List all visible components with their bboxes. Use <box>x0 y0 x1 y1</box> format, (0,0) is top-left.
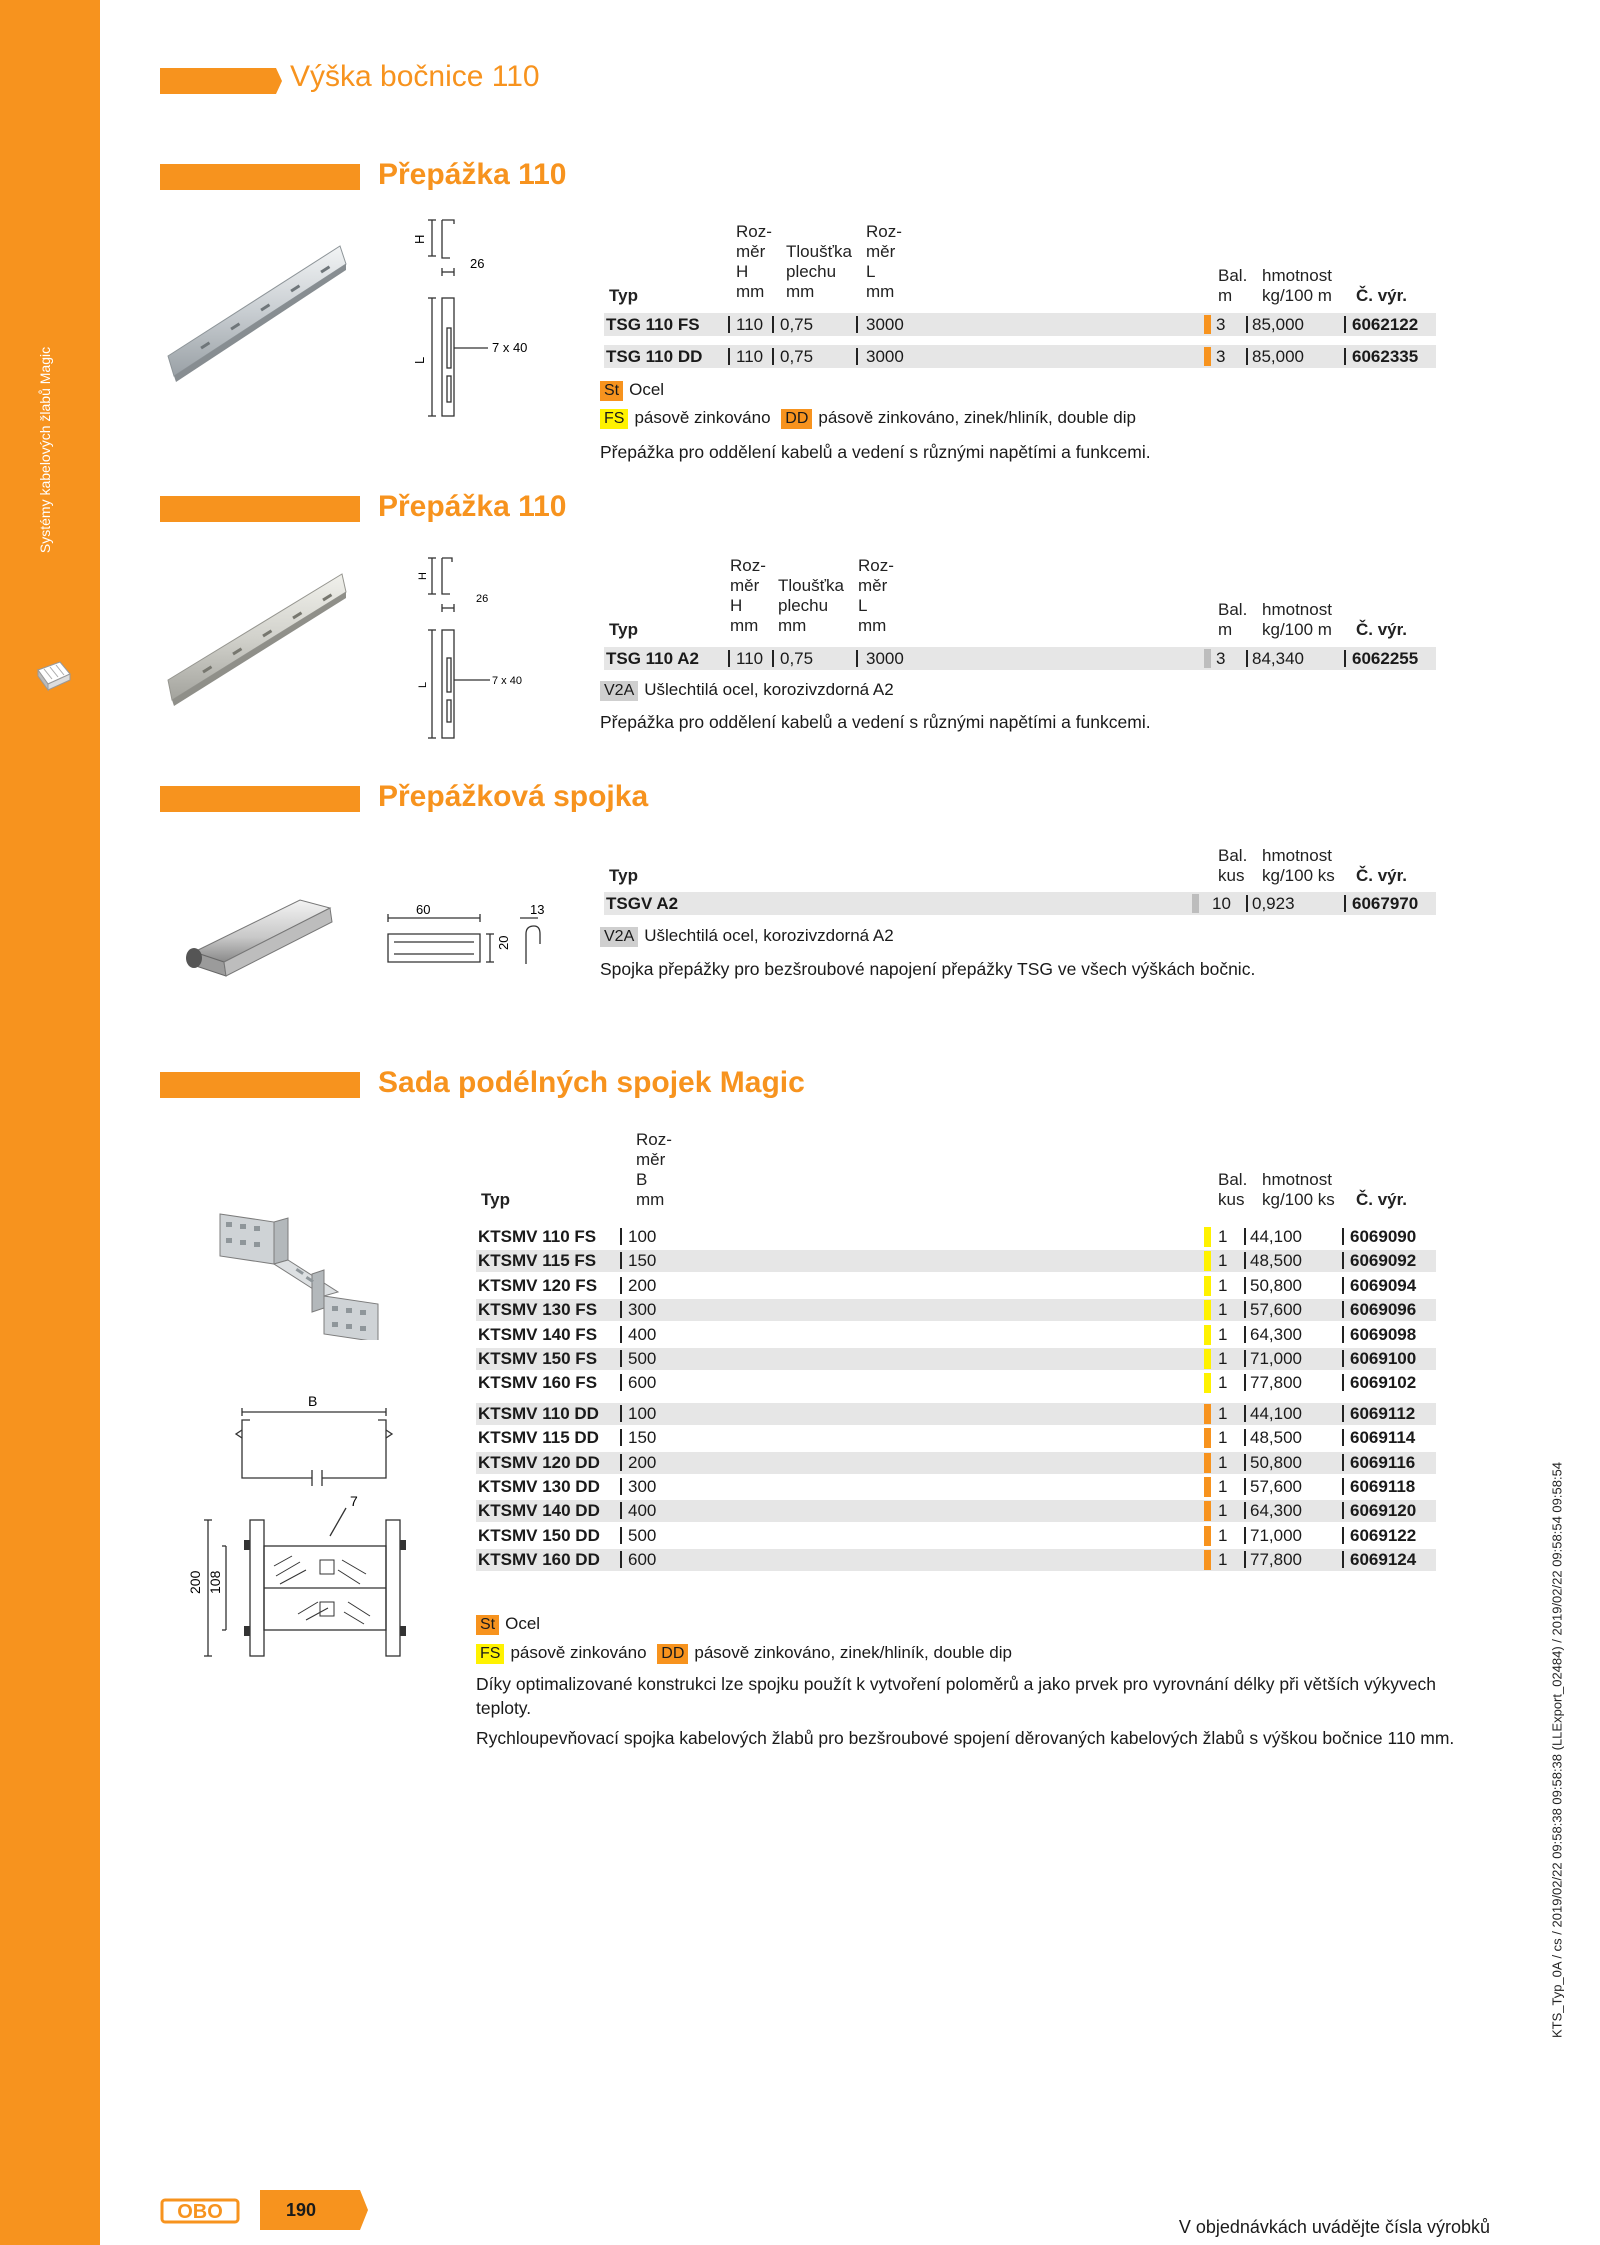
cell-separator <box>1244 1502 1246 1519</box>
col-typ-header: Typ <box>609 620 638 639</box>
table-row: TSGV A2 10 0,923 6067970 <box>604 892 1436 915</box>
cell-weight: 77,800 <box>1250 1373 1302 1393</box>
dim-width-label: 60 <box>416 902 431 917</box>
divider-a2-technical-drawing <box>410 554 560 754</box>
divider-a2-product-image <box>150 562 350 712</box>
cell-separator <box>1342 1374 1344 1391</box>
cell-weight: 48,500 <box>1250 1251 1302 1271</box>
cell-typ: KTSMV 120 FS <box>478 1275 598 1295</box>
cell-separator <box>1244 1454 1246 1471</box>
cell-bal: 1 <box>1218 1428 1228 1448</box>
dim-h-label: H <box>417 572 429 580</box>
cell-bal: 1 <box>1218 1452 1228 1472</box>
table-row <box>476 1226 1436 1248</box>
col-weight-header: hmotnost kg/100 ks <box>1262 1170 1335 1209</box>
finish-marker <box>1204 1227 1211 1247</box>
cell-separator <box>1342 1527 1344 1544</box>
table-row <box>476 1299 1436 1321</box>
cell-separator <box>1342 1350 1344 1367</box>
dim-7-label: 7 <box>350 1493 358 1509</box>
cell-weight: 48,500 <box>1250 1428 1302 1448</box>
cell-typ: KTSMV 160 FS <box>478 1373 598 1393</box>
divider-technical-drawing <box>410 210 560 430</box>
col-b-header: Roz- měr B mm <box>636 1130 672 1209</box>
cell-art: 6069116 <box>1350 1452 1416 1472</box>
material-legend: V2A Ušlechtilá ocel, korozivzdorná A2 <box>600 925 894 947</box>
cell-weight: 77,800 <box>1250 1550 1302 1570</box>
cell-weight: 50,800 <box>1250 1452 1302 1472</box>
cell-separator <box>620 1551 622 1568</box>
cell-typ: KTSMV 150 FS <box>478 1349 598 1368</box>
cell-separator <box>620 1429 622 1446</box>
product-description-2: Rychloupevňovací spojka kabelových žlabů pro bezšroubové spojení děrovaných kabelových žlabů s výškou bočnice 110 mm. <box>476 1728 1455 1748</box>
cell-width: 200 <box>628 1452 657 1472</box>
cell-weight: 71,000 <box>1250 1349 1302 1368</box>
logo-text: OBO <box>177 2201 223 2223</box>
finish-marker <box>1204 1325 1211 1345</box>
section-bar <box>160 496 360 522</box>
col-weight-header: hmotnost kg/100 m <box>1262 266 1332 305</box>
dim-108-label: 108 <box>207 1570 223 1594</box>
cell-width: 400 <box>628 1501 657 1521</box>
cell-art: 6069124 <box>1350 1550 1417 1570</box>
cell-separator <box>1244 1551 1246 1568</box>
cell-art: 6069090 <box>1350 1227 1417 1246</box>
cell-art: 6069096 <box>1350 1300 1417 1320</box>
chapter-arrow <box>268 68 282 94</box>
cell-separator <box>1244 1478 1246 1495</box>
cell-typ: KTSMV 110 FS <box>478 1227 597 1246</box>
cell-bal: 1 <box>1218 1550 1228 1570</box>
cell-art: 6069122 <box>1350 1525 1417 1545</box>
page-number-tab <box>260 2190 356 2230</box>
cell-separator <box>1342 1277 1344 1294</box>
cell-separator <box>1244 1374 1246 1391</box>
cell-weight: 44,100 <box>1250 1227 1302 1246</box>
cell-separator <box>620 1326 622 1343</box>
cell-bal: 1 <box>1218 1373 1228 1393</box>
col-weight-header: hmotnost kg/100 m <box>1262 600 1332 639</box>
cell-separator <box>1244 1350 1246 1367</box>
cell-weight: 71,000 <box>1250 1525 1302 1545</box>
col-bal-header: Bal. kus <box>1218 846 1248 885</box>
col-art-header: Č. výr. <box>1356 866 1408 885</box>
section-bar <box>160 1072 360 1098</box>
material-legend: V2A Ušlechtilá ocel, korozivzdorná A2 <box>600 679 894 701</box>
table-row <box>476 1525 1436 1547</box>
finish-legend: FS pásově zinkováno DD pásově zinkováno, zinek/hliník, double dip <box>476 1642 1012 1664</box>
cell-typ: KTSMV 150 DD <box>478 1525 600 1545</box>
table-row <box>476 1324 1436 1346</box>
cell-bal: 1 <box>1218 1275 1228 1295</box>
table-row <box>476 1275 1436 1297</box>
cell-separator <box>1342 1301 1344 1318</box>
cell-art: 6069098 <box>1350 1324 1417 1344</box>
col-bal-header: Bal. m <box>1218 600 1248 639</box>
col-bal-header: Bal. m <box>1218 266 1248 305</box>
cell-separator <box>1342 1478 1344 1495</box>
cell-weight: 64,300 <box>1250 1501 1302 1521</box>
finish-marker <box>1204 1477 1211 1497</box>
cell-typ: KTSMV 110 DD <box>478 1403 599 1423</box>
cell-width: 100 <box>628 1403 657 1423</box>
cell-weight: 57,600 <box>1250 1300 1302 1320</box>
cell-art: 6069102 <box>1350 1373 1417 1393</box>
dim-b-label: B <box>308 1393 318 1409</box>
section-title: Přepážka 110 <box>378 158 567 191</box>
obo-logo <box>160 2196 240 2226</box>
cell-separator <box>1342 1405 1344 1422</box>
cell-separator <box>1342 1502 1344 1519</box>
footer-note: V objednávkách uvádějte čísla výrobků <box>1178 2217 1490 2237</box>
table-row <box>476 1549 1436 1571</box>
cell-width: 400 <box>628 1324 657 1344</box>
col-weight-header: hmotnost kg/100 ks <box>1262 846 1335 885</box>
finish-marker <box>1204 1501 1211 1521</box>
cell-bal: 1 <box>1218 1227 1228 1246</box>
col-thickness-header: Tloušťka plechu mm <box>786 242 852 301</box>
cell-separator <box>1244 1527 1246 1544</box>
col-art-header: Č. výr. <box>1356 286 1408 305</box>
table-row <box>476 1500 1436 1522</box>
cell-weight: 57,600 <box>1250 1477 1302 1496</box>
cell-bal: 1 <box>1218 1525 1228 1545</box>
cell-separator <box>1342 1252 1344 1269</box>
cell-typ: KTSMV 115 FS <box>478 1251 597 1271</box>
cell-width: 150 <box>628 1251 657 1271</box>
dim-h-label: H <box>412 234 427 244</box>
cell-art: 6069112 <box>1350 1403 1416 1423</box>
section-title: Přepážka 110 <box>378 490 567 523</box>
table-row: TSG 110 DD 110 0,75 3000 3 85,000 6062335 <box>604 345 1436 368</box>
cell-bal: 1 <box>1218 1477 1228 1496</box>
dim-width-label: 26 <box>476 593 489 605</box>
table-row: TSG 110 A2 110 0,75 3000 3 84,340 6062255 <box>604 647 1436 670</box>
cell-width: 600 <box>628 1373 657 1393</box>
section-bar <box>160 164 360 190</box>
cell-width: 300 <box>628 1477 657 1496</box>
cell-separator <box>620 1454 622 1471</box>
table-row <box>476 1476 1436 1498</box>
col-l-header: Roz- měr L mm <box>866 222 902 301</box>
finish-legend: FS pásově zinkováno DD pásově zinkováno, zinek/hliník, double dip <box>600 407 1136 429</box>
cell-separator <box>620 1301 622 1318</box>
cell-weight: 44,100 <box>1250 1403 1302 1423</box>
col-bal-header: Bal. kus <box>1218 1170 1248 1209</box>
dim-l-label: L <box>412 356 427 364</box>
col-art-header: Č. výr. <box>1356 620 1408 639</box>
finish-marker <box>1204 1428 1211 1448</box>
cell-weight: 50,800 <box>1250 1275 1302 1295</box>
cell-width: 200 <box>628 1275 657 1295</box>
cell-typ: KTSMV 130 DD <box>478 1477 600 1496</box>
dim-width-label: 26 <box>470 256 485 271</box>
cell-typ: KTSMV 130 FS <box>478 1300 598 1320</box>
finish-marker <box>1204 1373 1211 1393</box>
holes-label: 7 x 40 <box>492 675 522 687</box>
cell-width: 300 <box>628 1300 657 1320</box>
dim-depth-label: 13 <box>530 902 545 917</box>
section-title: Přepážková spojka <box>378 780 649 813</box>
cell-separator <box>1244 1429 1246 1446</box>
cell-typ: KTSMV 140 DD <box>478 1501 600 1521</box>
cell-art: 6069100 <box>1350 1349 1417 1368</box>
sidebar-label: Systémy kabelových žlabů Magic <box>37 346 53 554</box>
section-title: Sada podélných spojek Magic <box>378 1066 805 1099</box>
cell-typ: KTSMV 120 DD <box>478 1452 600 1472</box>
col-typ-header: Typ <box>609 286 638 305</box>
material-legend: St Ocel <box>476 1613 540 1635</box>
chapter-bar <box>160 68 270 94</box>
chapter-title: Výška bočnice 110 <box>290 60 540 93</box>
cell-bal: 1 <box>1218 1300 1228 1320</box>
cell-bal: 1 <box>1218 1403 1228 1423</box>
cell-separator <box>1342 1551 1344 1568</box>
cell-separator <box>620 1228 622 1245</box>
cell-separator <box>1342 1454 1344 1471</box>
cell-art: 6069092 <box>1350 1251 1417 1271</box>
col-typ-header: Typ <box>609 866 638 885</box>
cell-width: 500 <box>628 1525 657 1545</box>
material-legend: St Ocel <box>600 379 664 401</box>
finish-marker <box>1204 1300 1211 1320</box>
table-row: TSG 110 FS 110 0,75 3000 3 85,000 6062122 <box>604 313 1436 336</box>
section-bar <box>160 786 360 812</box>
cell-separator <box>620 1502 622 1519</box>
table-row <box>476 1427 1436 1449</box>
cell-separator <box>1244 1252 1246 1269</box>
col-h-header: Roz- měr H mm <box>730 556 766 635</box>
cell-art: 6069118 <box>1350 1477 1416 1496</box>
cell-separator <box>620 1527 622 1544</box>
cell-separator <box>1342 1429 1344 1446</box>
cell-typ: KTSMV 160 DD <box>478 1550 600 1570</box>
connector-technical-drawing <box>380 900 570 980</box>
cell-width: 500 <box>628 1349 657 1368</box>
col-h-header: Roz- měr H mm <box>736 222 772 301</box>
col-l-header: Roz- měr L mm <box>858 556 894 635</box>
cell-weight: 64,300 <box>1250 1324 1302 1344</box>
cell-typ: KTSMV 115 DD <box>478 1428 599 1448</box>
cell-separator <box>620 1350 622 1367</box>
finish-marker <box>1204 1550 1211 1570</box>
finish-marker <box>1204 1251 1211 1271</box>
cell-bal: 1 <box>1218 1324 1228 1344</box>
cell-separator <box>1244 1405 1246 1422</box>
magic-connector-technical-drawing <box>180 1390 430 1680</box>
cell-art: 6069120 <box>1350 1501 1417 1521</box>
dim-200-label: 200 <box>187 1570 203 1594</box>
cell-separator <box>1244 1277 1246 1294</box>
cell-bal: 1 <box>1218 1501 1228 1521</box>
cell-typ: KTSMV 140 FS <box>478 1324 598 1344</box>
cell-separator <box>620 1277 622 1294</box>
finish-marker <box>1204 1276 1211 1296</box>
divider-product-image <box>150 236 350 386</box>
col-art-header: Č. výr. <box>1356 1190 1408 1209</box>
cell-bal: 1 <box>1218 1251 1228 1271</box>
cell-art: 6069114 <box>1350 1428 1416 1448</box>
table-row <box>476 1348 1436 1370</box>
table-row <box>476 1372 1436 1394</box>
dim-height-label: 20 <box>496 935 511 950</box>
product-description: Přepážka pro oddělení kabelů a vedení s různými napětími a funkcemi. <box>600 712 1151 732</box>
cell-separator <box>1244 1301 1246 1318</box>
table-row <box>476 1250 1436 1272</box>
product-description: Spojka přepážky pro bezšroubové napojení přepážky TSG ve všech výškách bočnic. <box>600 959 1256 979</box>
finish-marker <box>1204 1404 1211 1424</box>
cell-width: 150 <box>628 1428 657 1448</box>
product-description: Přepážka pro oddělení kabelů a vedení s různými napětími a funkcemi. <box>600 442 1151 462</box>
cell-bal: 1 <box>1218 1349 1228 1368</box>
finish-marker <box>1204 1349 1211 1369</box>
cell-separator <box>620 1478 622 1495</box>
dim-l-label: L <box>417 681 429 688</box>
cable-tray-icon <box>34 658 74 698</box>
col-thickness-header: Tloušťka plechu mm <box>778 576 844 635</box>
table-row <box>476 1452 1436 1474</box>
connector-product-image <box>180 880 350 990</box>
cell-separator <box>620 1374 622 1391</box>
cell-separator <box>1244 1228 1246 1245</box>
cell-art: 6069094 <box>1350 1275 1417 1295</box>
page-number: 190 <box>286 2200 317 2220</box>
table-row <box>476 1403 1436 1425</box>
cell-separator <box>620 1405 622 1422</box>
finish-marker <box>1204 1453 1211 1473</box>
finish-marker <box>1204 1526 1211 1546</box>
product-description: Díky optimalizované konstrukci lze spojku použít k vytvoření poloměrů a jako prvek pro vyrovnání délky při větších výkyvech teploty. <box>476 1674 1436 1718</box>
page-tab-arrow <box>354 2190 368 2230</box>
holes-label: 7 x 40 <box>492 340 528 355</box>
cell-separator <box>1244 1326 1246 1343</box>
magic-connector-product-image <box>200 1200 390 1340</box>
cell-separator <box>1342 1228 1344 1245</box>
cell-width: 100 <box>628 1227 657 1246</box>
export-metadata: KTS_Typ_0A / cs / 2019/02/22 09:58:38 09:58:38 (LLExport_02484) / 2019/02/22 09:58:54 09:58:54 <box>1549 1461 1565 2039</box>
cell-separator <box>620 1252 622 1269</box>
col-typ-header: Typ <box>481 1190 510 1209</box>
cell-width: 600 <box>628 1550 657 1570</box>
cell-separator <box>1342 1326 1344 1343</box>
